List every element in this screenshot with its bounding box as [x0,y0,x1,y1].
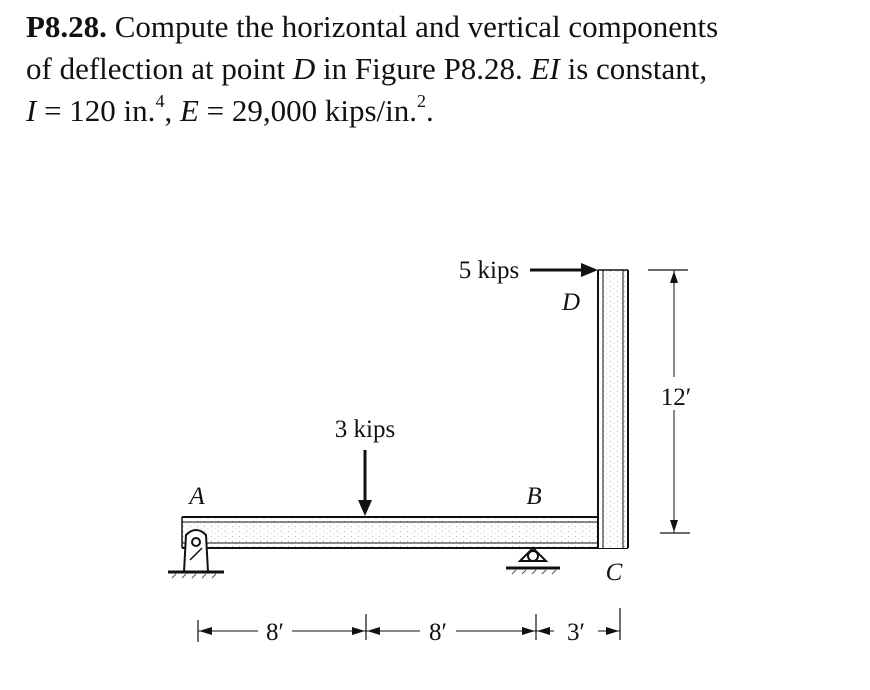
point-d-ref: D [292,51,316,86]
point-label-c: C [605,559,623,586]
dimension-label-8-left: 8′ [266,619,284,646]
problem-text-2b: in Figure P8.28. [315,51,531,86]
period: . [426,93,434,128]
problem-text-2a: of deflection at point [26,51,293,86]
roller-support-b [506,548,560,574]
column-cd [598,270,628,548]
load-label-3-kips: 3 kips [334,416,396,443]
beam-abc [182,517,628,548]
point-label-b: B [526,483,542,510]
e-symbol: E [179,93,199,128]
i-value: = 120 in. [36,93,156,128]
problem-text-1: Compute the horizontal and vertical components [114,9,719,44]
dimension-label-12: 12′ [660,384,692,411]
problem-text-2c: is constant, [559,51,708,86]
ei-symbol: EI [530,51,560,86]
load-arrow-5-kips [530,263,598,277]
dimension-label-3: 3′ [567,619,585,646]
dimension-label-8-right: 8′ [429,619,447,646]
dimension-bottom [198,608,620,642]
load-arrow-3-kips [358,450,372,516]
point-label-a: A [189,483,205,510]
e-exponent: 2 [417,91,427,111]
load-label-5-kips: 5 kips [458,257,520,284]
i-exponent: 4 [155,91,165,111]
i-symbol: I [26,93,37,128]
e-value: = 29,000 kips/in. [198,93,418,128]
separator: , [164,93,180,128]
point-label-d: D [561,289,581,316]
problem-number: P8.28. [26,9,107,44]
